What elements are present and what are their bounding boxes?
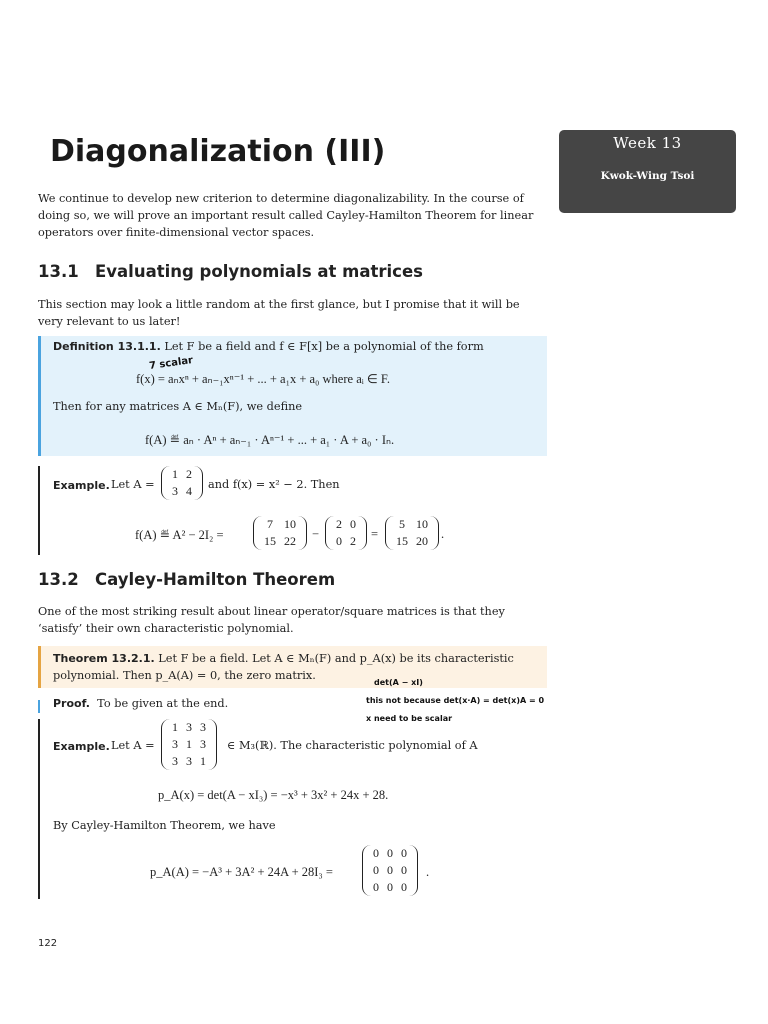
week-badge — [559, 130, 736, 213]
example-label: Example. — [53, 479, 110, 492]
by-cayley-hamilton: By Cayley-Hamilton Theorem, we have — [53, 819, 276, 832]
handwritten-note-1: det(A − xI) — [374, 678, 423, 687]
example-2-result — [150, 845, 450, 903]
example-1-statement — [53, 466, 533, 506]
section-title: Evaluating polynomials at matrices — [95, 262, 423, 281]
zero-matrix: 0 0 0 0 0 0 0 0 0 — [362, 845, 418, 896]
proof-bar — [38, 700, 40, 713]
definition-label: Definition 13.1.1. — [53, 340, 161, 353]
section-intro: This section may look a little random at the first glance, but I promise that it will be very relevant to us later! — [38, 298, 520, 328]
result-lhs: p_A(A) = −A³ + 3A² + 24A + 28I₃ = — [150, 865, 333, 879]
example-let: Let A = — [111, 478, 155, 491]
proof-label: Proof. — [53, 697, 90, 710]
example-label: Example. — [53, 740, 110, 753]
definition-line1 — [53, 340, 533, 353]
section-heading-13-1 — [38, 262, 423, 281]
example-bar — [38, 719, 40, 899]
intro-paragraph: We continue to develop new criterion to determine diagonalizability. In the course of doing so, we will prove an important result called Cayley-Hamilton Theorem for linear operators over finite-dimensional vector spaces. — [38, 192, 534, 239]
handwritten-note-3: x need to be scalar — [366, 714, 453, 723]
theorem-box — [38, 646, 547, 688]
matrix-A-3x3: 1 3 3 3 1 3 3 3 1 — [161, 719, 217, 770]
definition-formula-1: f(x) = aₙxⁿ + aₙ₋₁xⁿ⁻¹ + ... + a₁x + a₀ where aᵢ ∈ F. — [136, 372, 390, 386]
period: . — [426, 865, 430, 879]
matrix-2I: 2 0 0 2 — [325, 516, 367, 550]
definition-box — [38, 336, 547, 456]
computation-lhs: f(A) ≝ A² − 2I₂ = — [135, 528, 224, 542]
example-1-computation — [135, 516, 465, 556]
section-heading-13-2 — [38, 570, 335, 589]
matrix-A-2x2: 1 2 3 4 — [161, 466, 203, 500]
author-name: Kwok-Wing Tsoi — [600, 170, 695, 182]
proof-line — [53, 697, 228, 710]
example-function-text: and f(x) = x² − 2. Then — [208, 478, 340, 491]
proof-text: To be given at the end. — [97, 697, 229, 710]
section-title: Cayley-Hamilton Theorem — [95, 570, 336, 589]
page-number: 122 — [38, 938, 58, 949]
chapter-title: Diagonalization (III) — [50, 134, 386, 169]
section-intro: One of the most striking result about linear operator/square matrices is that they ‘satisfy’ their own characteristic polynomial. — [38, 605, 505, 635]
definition-line2: Then for any matrices A ∈ Mₙ(F), we define — [53, 400, 303, 413]
example-2-statement — [53, 719, 533, 777]
section-number: 13.1 — [38, 262, 79, 281]
matrix-result: 5 10 15 20 — [385, 516, 439, 550]
definition-formula-2: f(A) ≝ aₙ · Aⁿ + aₙ₋₁ · Aⁿ⁻¹ + ... + a₁ · A + a₀ · Iₙ. — [145, 433, 395, 447]
minus-sign: − — [312, 527, 320, 541]
handwritten-annotation: 7 scalar — [148, 354, 194, 373]
theorem-label: Theorem 13.2.1. — [53, 652, 155, 665]
example-bar — [38, 466, 40, 555]
week-label: Week 13 — [613, 134, 682, 152]
definition-text: Let F be a field and f ∈ F[x] be a polynomial of the form — [164, 340, 484, 353]
example-char-text: ∈ M₃(ℝ). The characteristic polynomial of A — [227, 739, 478, 752]
theorem-statement — [53, 650, 538, 684]
theorem-text: Let F be a field. Let A ∈ Mₙ(F) and p_A(x) be its characteristic polynomial. Then p_A(A) = 0, the zero matrix. — [53, 652, 514, 682]
example-let: Let A = — [111, 739, 155, 752]
section-number: 13.2 — [38, 570, 79, 589]
handwritten-note-2: this not because det(x·A) = det(x)A = 0 — [366, 696, 545, 705]
equals-sign: = — [371, 527, 379, 541]
characteristic-polynomial: p_A(x) = det(A − xI₃) = −x³ + 3x² + 24x + 28. — [158, 788, 389, 802]
period: . — [441, 527, 445, 541]
matrix-A-squared: 7 10 15 22 — [253, 516, 307, 550]
